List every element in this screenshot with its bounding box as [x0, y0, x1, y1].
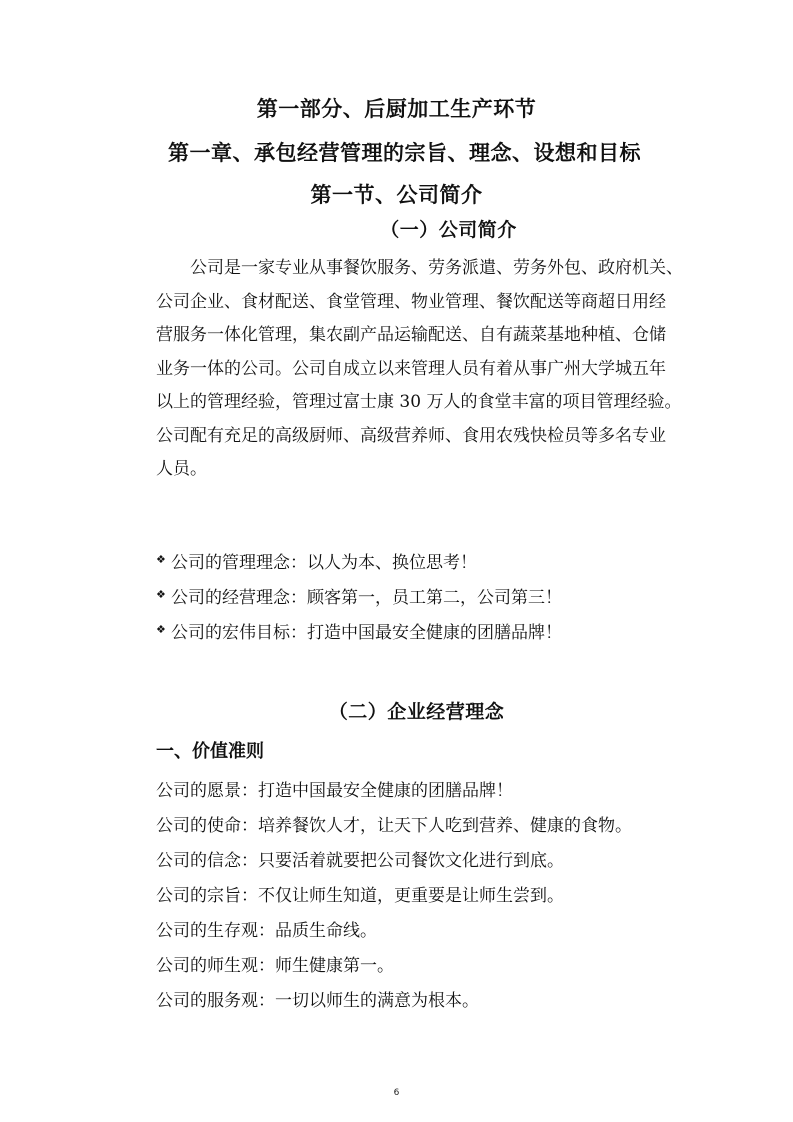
company-intro-paragraph — [156, 252, 683, 487]
paragraph-line: 营服务一体化管理，集农副产品运输配送、自有蔬菜基地种植、仓储 — [156, 325, 666, 345]
value-item-survival-view: 公司的生存观：品质生命线。 — [156, 921, 377, 941]
value-item-service-view: 公司的服务观：一切以师生的满意为根本。 — [156, 991, 479, 1011]
bullet-item-management-philosophy — [156, 546, 676, 581]
value-item-belief: 公司的信念：只要活着就要把公司餐饮文化进行到底。 — [156, 851, 564, 871]
paragraph-line: 公司配有充足的高级厨师、高级营养师、食用农残快检员等多名专业 — [156, 425, 666, 446]
bullet-item-grand-goal — [156, 616, 676, 651]
value-item-teacher-student-view: 公司的师生观：师生健康第一。 — [156, 956, 394, 976]
diamond-bullet-icon: ❖ — [156, 588, 166, 601]
bullet-text: 公司的宏伟目标：打造中国最安全健康的团膳品牌！ — [171, 623, 562, 643]
philosophy-bullet-list — [156, 546, 676, 651]
value-item-purpose: 公司的宗旨：不仅让师生知道，更重要是让师生尝到。 — [156, 886, 564, 906]
section-heading: 第一节、公司简介 — [310, 183, 483, 207]
bullet-item-business-philosophy — [156, 581, 676, 616]
values-list — [156, 774, 686, 1019]
value-item-vision: 公司的愿景：打造中国最安全健康的团膳品牌！ — [156, 781, 513, 801]
value-item-mission: 公司的使命：培养餐饮人才，让天下人吃到营养、健康的食物。 — [156, 816, 632, 836]
subsection-heading-company-intro: （一）公司简介 — [380, 219, 517, 241]
paragraph-line: 公司是一家专业从事餐饮服务、劳务派遣、劳务外包、政府机关、 — [190, 258, 683, 278]
diamond-bullet-icon: ❖ — [156, 623, 166, 636]
subsection-heading-business-philosophy: （二）企业经营理念 — [328, 701, 505, 723]
bullet-text: 公司的管理理念：以人为本、换位思考！ — [171, 553, 477, 573]
part-heading: 第一部分、后厨加工生产环节 — [256, 97, 537, 121]
paragraph-line: 人员。 — [156, 459, 207, 479]
chapter-heading: 第一章、承包经营管理的宗旨、理念、设想和目标 — [168, 141, 641, 165]
bullet-text: 公司的经营理念：顾客第一，员工第二，公司第三！ — [171, 588, 562, 608]
diamond-bullet-icon: ❖ — [156, 553, 166, 566]
paragraph-line: 公司企业、食材配送、食堂管理、物业管理、餐饮配送等商超日用经 — [156, 291, 666, 312]
paragraph-line: 业务一体的公司。公司自成立以来管理人员有着从事广州大学城五年 — [156, 358, 666, 379]
page-number: 6 — [393, 1088, 400, 1098]
values-section-title: 一、价值准则 — [156, 741, 264, 762]
paragraph-line: 以上的管理经验，管理过富士康 30 万人的食堂丰富的项目管理经验。 — [156, 392, 682, 412]
